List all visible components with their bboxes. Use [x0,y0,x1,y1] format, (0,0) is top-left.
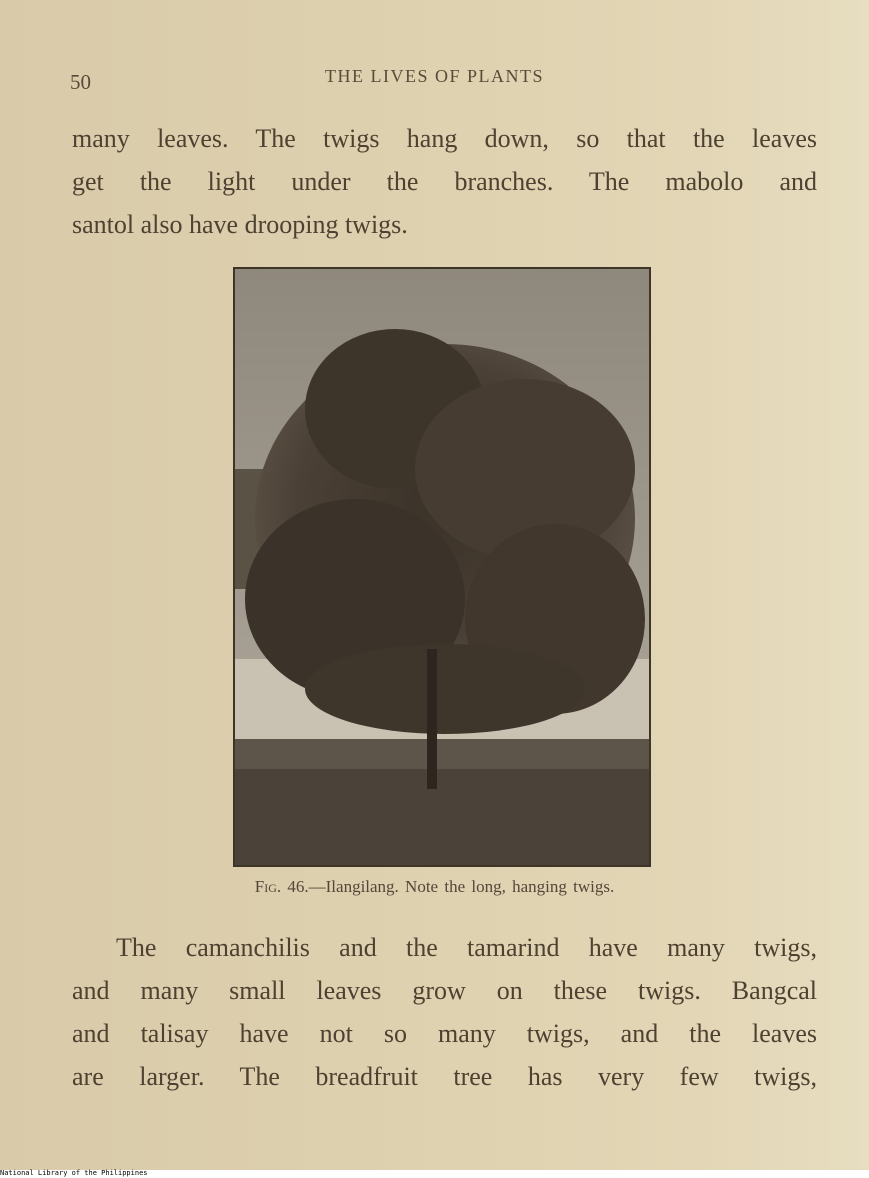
paragraph-line: The camanchilis and the tamarind have many twigs, [116,933,817,962]
paragraph-line: and many small leaves grow on these twigs. Bangcal [72,976,817,1005]
paragraph-line: get the light under the branches. The mabolo and [72,167,817,196]
paragraph-line: and talisay have not so many twigs, and the leaves [72,1019,817,1048]
figure-caption-text: —Ilangilang. Note the long, hanging twigs. [308,877,615,896]
figure-photo-ilangilang-tree [233,267,651,867]
figure-label: Fig. 46. [254,877,309,896]
tree-photo-illustration [235,269,649,865]
paragraph-2 [72,926,817,1098]
paragraph-1 [72,117,817,246]
figure-caption [0,877,869,897]
page-number: 50 [70,70,91,94]
running-title: THE LIVES OF PLANTS [324,66,544,86]
paragraph-line: many leaves. The twigs hang down, so that the leaves [72,124,817,153]
paragraph-line: are larger. The breadfruit tree has very few twigs, [72,1062,817,1091]
footer-credit: National Library of the Philippines [0,1169,148,1177]
paragraph-line: santol also have drooping twigs. [72,210,408,239]
